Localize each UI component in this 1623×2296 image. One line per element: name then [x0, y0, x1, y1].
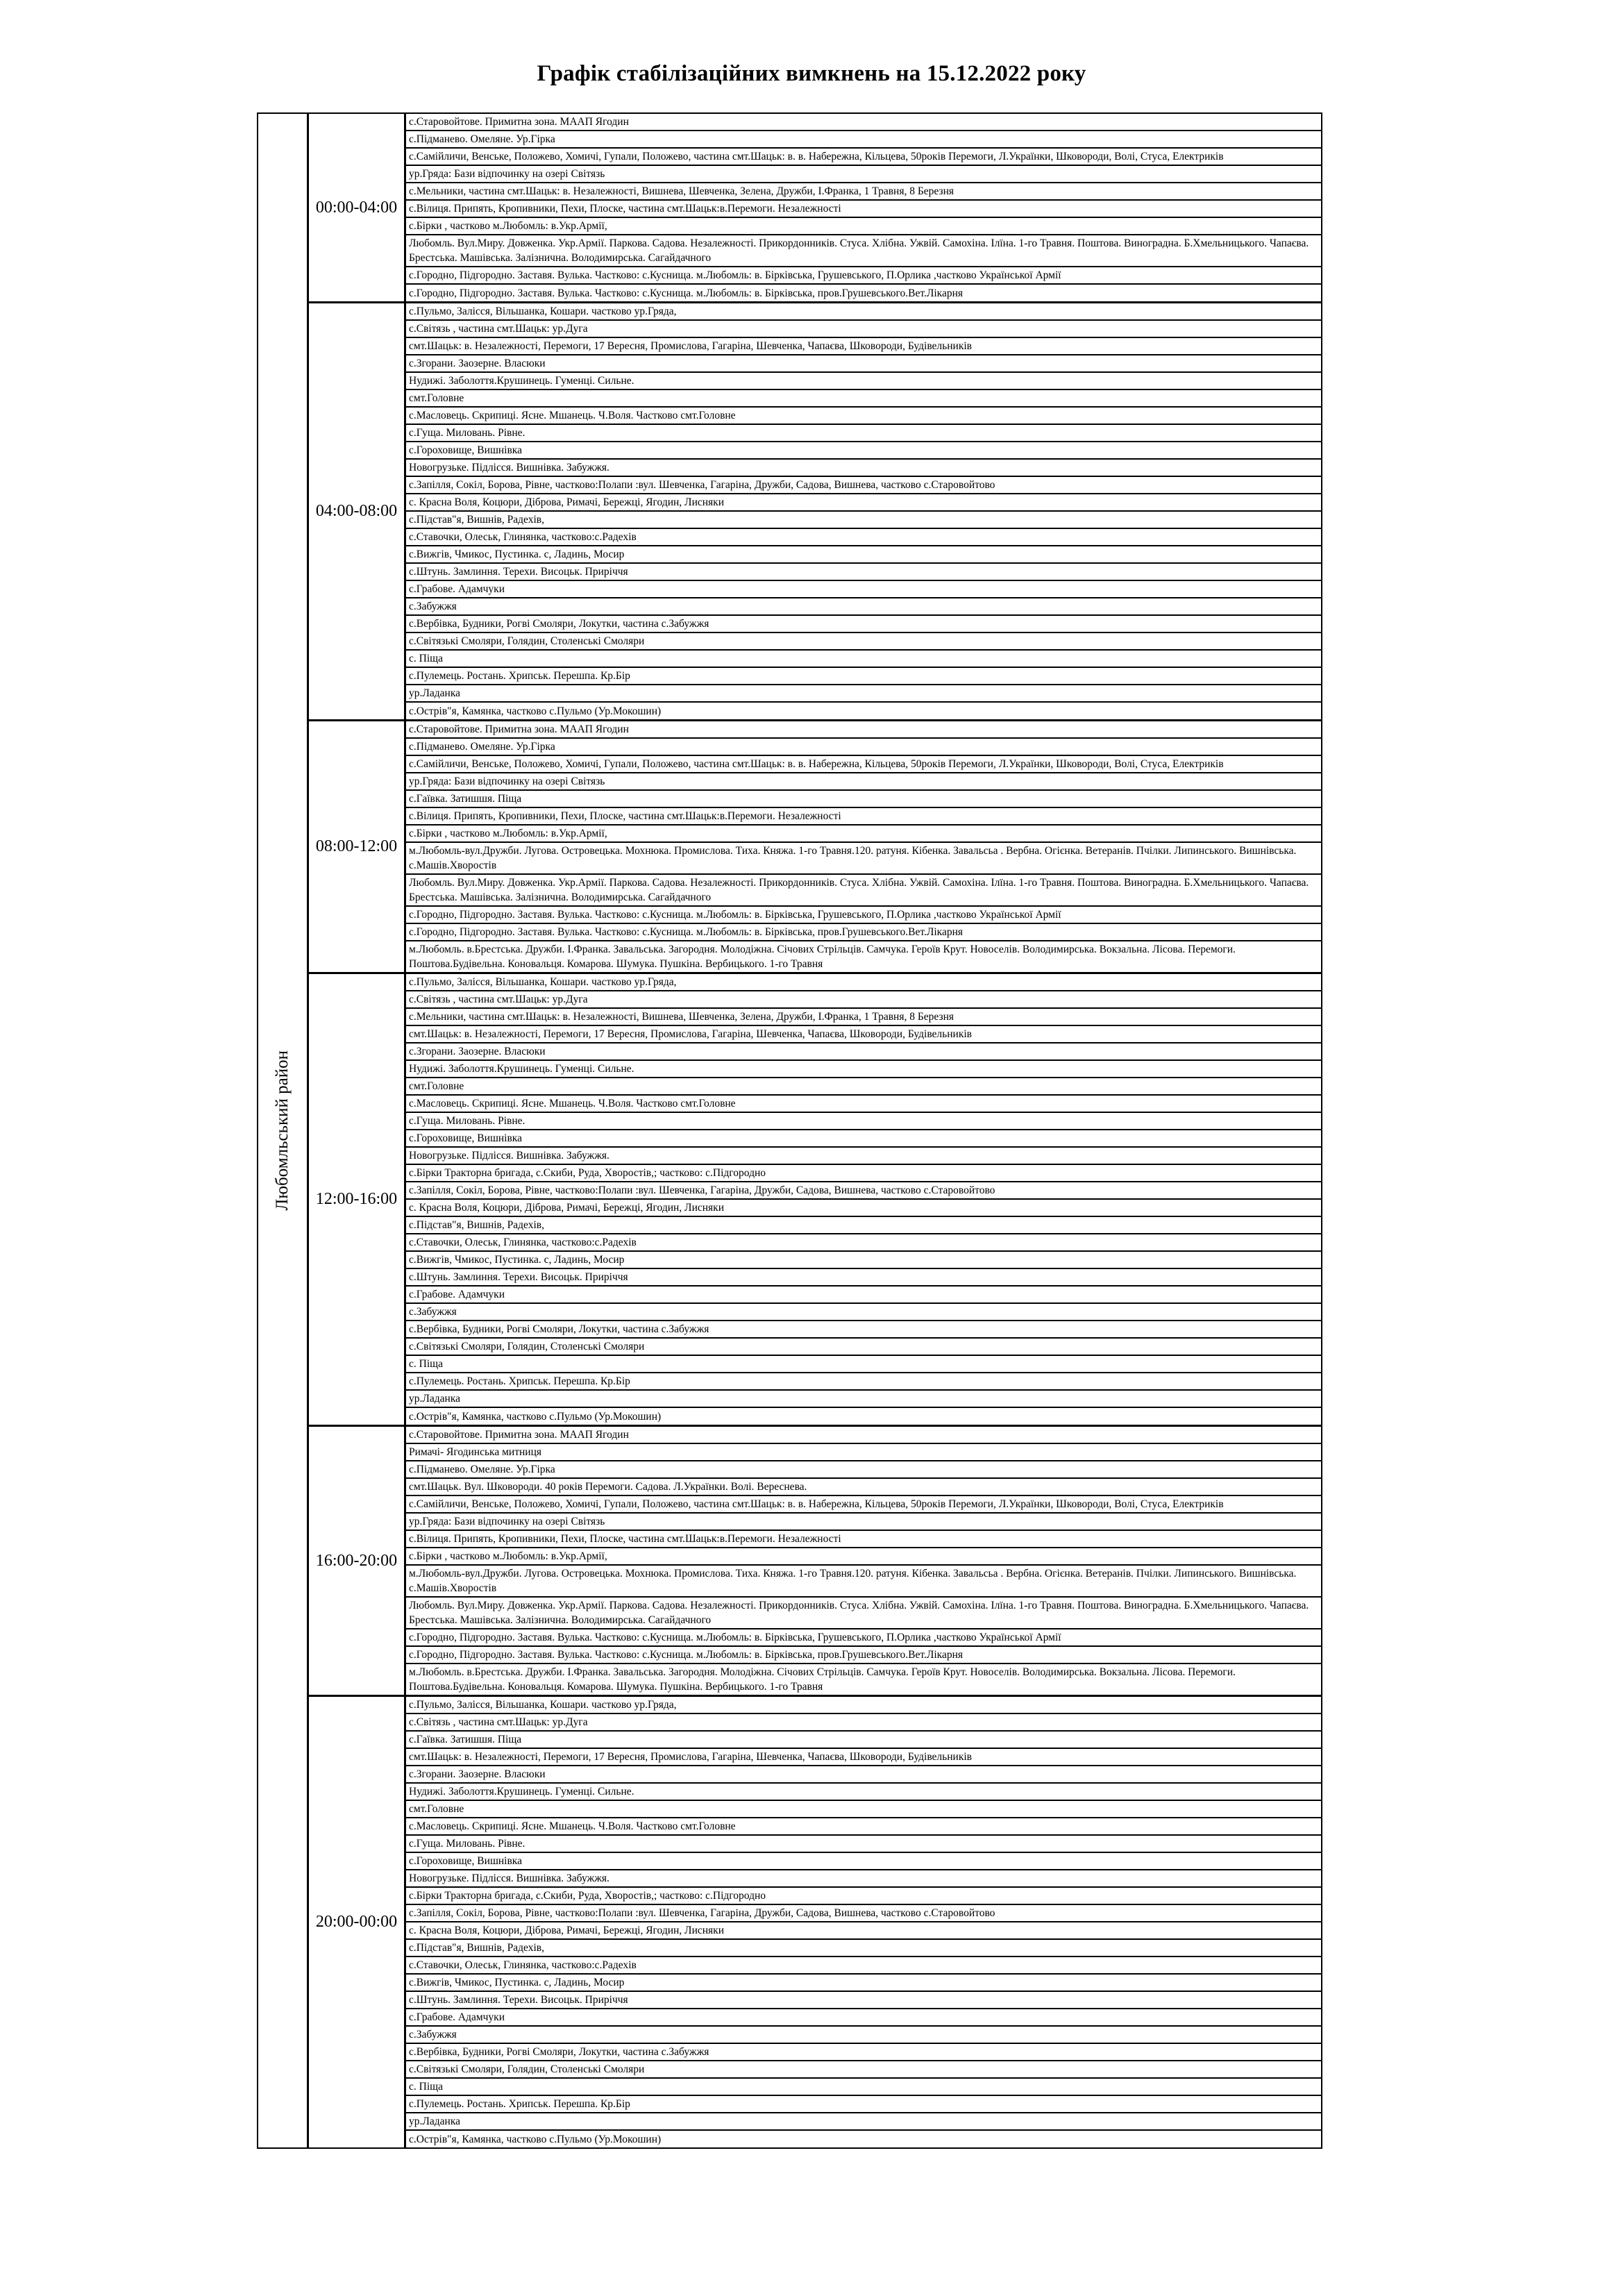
- schedule-row: с.Бірки Тракторна бригада, с.Скиби, Руда, Хворостів,; частково: с.Підгородно: [406, 1165, 1321, 1182]
- schedule-row: Новогрузьке. Підлісся. Вишнівка. Забужжя.: [406, 460, 1321, 477]
- schedule-row: Любомль. Вул.Миру. Довженка. Укр.Армії. Паркова. Садова. Незалежності. Прикордонників. Стуса. Хлібна. Ужвій. Самохіна. Ілїна. 1-го Травня. Поштова. Виноградна. Б.Хмельницького. Чапаєва. Брестська. Машівська. Залізнична. Володимирська. Сагайдачного: [406, 1598, 1321, 1629]
- schedule-row: с.Світязь , частина смт.Шацьк: ур.Дуга: [406, 991, 1321, 1009]
- time-slot-label: 00:00-04:00: [309, 114, 406, 301]
- schedule-row: с.Самійличи, Венське, Положево, Хомичі, Гупали, Положево, частина смт.Шацьк: в. в. Набережна, Кільцева, 50років Перемоги, Л.Українки, Шковороди, Волі, Стуса, Електриків: [406, 756, 1321, 773]
- schedule-row: с.Підстав"я, Вишнів, Радехів,: [406, 1217, 1321, 1234]
- schedule-row: с.Вижгів, Чмикос, Пустинка. с, Ладинь, Мосир: [406, 1975, 1321, 1992]
- schedule-row: с.Бірки , частково м.Любомль: в.Укр.Армії,: [406, 826, 1321, 843]
- schedule-row: Нудижі. Заболоття.Крушинець. Гуменці. Сильне.: [406, 1061, 1321, 1078]
- time-block: [309, 974, 1321, 1427]
- schedule-row: Любомль. Вул.Миру. Довженка. Укр.Армії. Паркова. Садова. Незалежності. Прикордонників. Стуса. Хлібна. Ужвій. Самохіна. Ілїна. 1-го Травня. Поштова. Виноградна. Б.Хмельницького. Чапаєва. Брестська. Машівська. Залізнична. Володимирська. Сагайдачного: [406, 235, 1321, 267]
- schedule-row: с. Красна Воля, Коцюри, Діброва, Римачі, Бережці, Ягодин, Лисняки: [406, 494, 1321, 512]
- schedule-row: с.Вербівка, Будники, Рогві Смоляри, Локутки, частина с.Забужжя: [406, 616, 1321, 633]
- schedule-row: с.Згорани. Заозерне. Власюки: [406, 1044, 1321, 1061]
- schedule-row: с.Ставочки, Олеськ, Глинянка, частково:с.Радехів: [406, 529, 1321, 546]
- schedule-row: с.Городно, Підгородно. Заставя. Вулька. Частково: с.Куснища. м.Любомль: в. Бірківська, пров.Грушевського.Вет.Лікарня: [409, 287, 964, 299]
- rows-group: [406, 1697, 1321, 2147]
- rows-group: [406, 303, 1321, 719]
- schedule-row: с.Гуща. Миловань. Рівне.: [406, 425, 1321, 442]
- schedule-row: с.Грабове. Адамчуки: [406, 581, 1321, 598]
- schedule-row: с.Запілля, Сокіл, Борова, Рівне, частково:Полапи :вул. Шевченка, Гагаріна, Дружби, Садова, Вишнева, частково с.Старовойтово: [406, 477, 1321, 494]
- schedule-row: с.Старовойтове. Примитна зона. МААП Ягодин: [406, 1427, 1321, 1444]
- schedule-row: с. Красна Воля, Коцюри, Діброва, Римачі, Бережці, Ягодин, Лисняки: [406, 1922, 1321, 1940]
- schedule-row: с.Вижгів, Чмикос, Пустинка. с, Ладинь, Мосир: [406, 546, 1321, 564]
- schedule-row: с.Світязькі Смоляри, Голядин, Столенські Смоляри: [406, 1339, 1321, 1356]
- schedule-row: с.Бірки , частково м.Любомль: в.Укр.Армії,: [406, 218, 1321, 235]
- schedule-row: с.Згорани. Заозерне. Власюки: [406, 355, 1321, 373]
- schedule-row: с.Запілля, Сокіл, Борова, Рівне, частково:Полапи :вул. Шевченка, Гагаріна, Дружби, Садова, Вишнева, частково с.Старовойтово: [406, 1905, 1321, 1922]
- schedule-row: с.Городно, Підгородно. Заставя. Вулька. Частково: с.Куснища. м.Любомль: в. Бірківська, Грушевського, П.Орлика ,частково Української Армії: [406, 267, 1321, 285]
- schedule-row: с.Гуща. Миловань. Рівне.: [406, 1836, 1321, 1853]
- schedule-row: Новогрузьке. Підлісся. Вишнівка. Забужжя.: [406, 1148, 1321, 1165]
- schedule-row: с.Підстав"я, Вишнів, Радехів,: [406, 512, 1321, 529]
- schedule-row: Новогрузьке. Підлісся. Вишнівка. Забужжя.: [406, 1870, 1321, 1888]
- schedule-row: с.Мельники, частина смт.Шацьк: в. Незалежності, Вишнева, Шевченка, Зелена, Дружби, І.Франка, 1 Травня, 8 Березня: [406, 1009, 1321, 1026]
- schedule-row: м.Любомль-вул.Дружби. Лугова. Островецька. Мохнюка. Промислова. Тиха. Княжа. 1-го Травня.120. ратуня. Кібенка. Завальсьа . Вербна. Огієнка. Ветеранів. Пчілки. Липинського. Вишнівська. с.Машів.Хворостів: [406, 1566, 1321, 1598]
- schedule-row: с.Пульмо, Залісся, Вільшанка, Кошари. частково ур.Гряда,: [406, 303, 1321, 321]
- schedule-row: с. Піща: [406, 651, 1321, 668]
- schedule-row: с. Піща: [406, 1356, 1321, 1373]
- time-slot-label: 12:00-16:00: [309, 974, 406, 1425]
- schedule-row: с.Пульмо, Залісся, Вільшанка, Кошари. частково ур.Гряда,: [406, 1697, 1321, 1714]
- schedule-row: с.Згорани. Заозерне. Власюки: [406, 1766, 1321, 1784]
- schedule-row: с.Масловець. Скрипиці. Ясне. Мшанець. Ч.Воля. Частково смт.Головне: [406, 408, 1321, 425]
- schedule-row: с.Бірки , частково м.Любомль: в.Укр.Армії,: [406, 1548, 1321, 1566]
- district-label: Любомльський район: [273, 1050, 292, 1211]
- schedule-row: с.Пулемець. Ростань. Хрипськ. Перешпа. Кр.Бір: [406, 2096, 1321, 2113]
- schedule-row: с.Гороховище, Вишнівка: [406, 442, 1321, 460]
- schedule-row: с.Городно, Підгородно. Заставя. Вулька. Частково: с.Куснища. м.Любомль: в. Бірківська, пров.Грушевського.Вет.Лікарня: [406, 924, 1321, 941]
- schedule-row: с.Підманево. Омеляне. Ур.Гірка: [406, 739, 1321, 756]
- schedule-row: с.Острів"я, Камянка, частково с.Пульмо (Ур.Мокошин): [409, 2133, 662, 2145]
- time-slot-label: 04:00-08:00: [309, 303, 406, 719]
- schedule-row: смт.Головне: [406, 1801, 1321, 1818]
- schedule-row: с.Мельники, частина смт.Шацьк: в. Незалежності, Вишнева, Шевченка, Зелена, Дружби, І.Франка, 1 Травня, 8 Березня: [406, 183, 1321, 201]
- schedule-row: с.Забужжя: [406, 598, 1321, 616]
- schedule-row: с.Старовойтове. Примитна зона. МААП Ягодин: [406, 721, 1321, 739]
- schedule-row: с. Красна Воля, Коцюри, Діброва, Римачі, Бережці, Ягодин, Лисняки: [406, 1200, 1321, 1217]
- schedule-row: с.Масловець. Скрипиці. Ясне. Мшанець. Ч.Воля. Частково смт.Головне: [406, 1818, 1321, 1836]
- schedule-row: ур.Гряда: Бази відпочинку на озері Світязь: [406, 773, 1321, 791]
- schedule-row: с.Штунь. Замлиння. Терехи. Висоцьк. Приріччя: [406, 1992, 1321, 2009]
- schedule-row: с.Запілля, Сокіл, Борова, Рівне, частково:Полапи :вул. Шевченка, Гагаріна, Дружби, Садова, Вишнева, частково с.Старовойтово: [406, 1182, 1321, 1200]
- schedule-row: с.Світязь , частина смт.Шацьк: ур.Дуга: [406, 1714, 1321, 1732]
- schedule-row: смт.Шацьк: в. Незалежності, Перемоги, 17 Вересня, Промислова, Гагаріна, Шевченка, Чапаєва, Шковороди, Будівельників: [406, 1749, 1321, 1766]
- schedule-row: смт.Головне: [406, 390, 1321, 408]
- schedule-row: с.Штунь. Замлиння. Терехи. Висоцьк. Приріччя: [406, 564, 1321, 581]
- schedule-row: с.Світязь , частина смт.Шацьк: ур.Дуга: [406, 321, 1321, 338]
- rows-group: [406, 974, 1321, 1425]
- schedule-row: с. Піща: [406, 2079, 1321, 2096]
- schedule-row: м.Любомль-вул.Дружби. Лугова. Островецька. Мохнюка. Промислова. Тиха. Княжа. 1-го Травня.120. ратуня. Кібенка. Завальсьа . Вербна. Огієнка. Ветеранів. Пчілки. Липинського. Вишнівська. с.Машів.Хворостів: [406, 843, 1321, 875]
- time-slot-label: 16:00-20:00: [309, 1427, 406, 1695]
- schedule-row: с.Вілиця. Припять, Кропивники, Пехи, Плоске, частина смт.Шацьк:в.Перемоги. Незалежності: [406, 201, 1321, 218]
- schedule-row: с.Городно, Підгородно. Заставя. Вулька. Частково: с.Куснища. м.Любомль: в. Бірківська, пров.Грушевського.Вет.Лікарня: [406, 1647, 1321, 1664]
- time-slot-label: 20:00-00:00: [309, 1697, 406, 2147]
- schedule-row: ур.Ладанка: [406, 1391, 1321, 1408]
- schedule-row: Нудижі. Заболоття.Крушинець. Гуменці. Сильне.: [406, 373, 1321, 390]
- schedule-row: с.Штунь. Замлиння. Терехи. Висоцьк. Приріччя: [406, 1269, 1321, 1287]
- schedule-row: м.Любомль. в.Брестська. Дружби. І.Франка. Завальська. Загородня. Молодіжна. Січових Стрільців. Самчука. Героїв Крут. Новоселів. Володимирська. Вокзальна. Лісова. Перемоги. Поштова.Будівельна. Коновальця. Комарова. Шумука. Пушкіна. Вербицького. 1-го Травня: [409, 944, 1236, 970]
- time-block: [309, 1697, 1321, 2147]
- schedule-row: с.Бірки Тракторна бригада, с.Скиби, Руда, Хворостів,; частково: с.Підгородно: [406, 1888, 1321, 1905]
- schedule-row: с.Самійличи, Венське, Положево, Хомичі, Гупали, Положево, частина смт.Шацьк: в. в. Набережна, Кільцева, 50років Перемоги, Л.Українки, Шковороди, Волі, Стуса, Електриків: [406, 149, 1321, 166]
- schedule-row: с.Гуща. Миловань. Рівне.: [406, 1113, 1321, 1130]
- schedule-row: с.Світязькі Смоляри, Голядин, Столенські Смоляри: [406, 2061, 1321, 2079]
- schedule-row: с.Пульмо, Залісся, Вільшанка, Кошари. частково ур.Гряда,: [406, 974, 1321, 991]
- schedule-row: Римачі- Ягодинська митниця: [406, 1444, 1321, 1461]
- schedule-row: смт.Шацьк: в. Незалежності, Перемоги, 17 Вересня, Промислова, Гагаріна, Шевченка, Чапаєва, Шковороди, Будівельників: [406, 1026, 1321, 1044]
- schedule-row: с.Городно, Підгородно. Заставя. Вулька. Частково: с.Куснища. м.Любомль: в. Бірківська, Грушевського, П.Орлика ,частково Української Армії: [406, 907, 1321, 924]
- schedule-row: с.Підстав"я, Вишнів, Радехів,: [406, 1940, 1321, 1957]
- schedule-row: с.Світязькі Смоляри, Голядин, Столенські Смоляри: [406, 633, 1321, 651]
- rows-group: [406, 1427, 1321, 1695]
- time-slot-label: 08:00-12:00: [309, 721, 406, 972]
- district-cell: [258, 114, 309, 2147]
- schedule-row: с.Підманево. Омеляне. Ур.Гірка: [406, 131, 1321, 149]
- schedule-row: смт.Головне: [406, 1078, 1321, 1096]
- time-block: [309, 303, 1321, 721]
- schedule-row: с.Гороховище, Вишнівка: [406, 1130, 1321, 1148]
- schedule-row: с.Вербівка, Будники, Рогві Смоляри, Локутки, частина с.Забужжя: [406, 2044, 1321, 2061]
- rows-group: [406, 721, 1321, 972]
- schedule-row: Любомль. Вул.Миру. Довженка. Укр.Армії. Паркова. Садова. Незалежності. Прикордонників. Стуса. Хлібна. Ужвій. Самохіна. Ілїна. 1-го Травня. Поштова. Виноградна. Б.Хмельницького. Чапаєва. Брестська. Машівська. Залізнична. Володимирська. Сагайдачного: [406, 875, 1321, 907]
- document-title: Графік стабілізаційних вимкнень на 15.12.2022 року: [537, 61, 1086, 86]
- schedule-row: с.Вілиця. Припять, Кропивники, Пехи, Плоске, частина смт.Шацьк:в.Перемоги. Незалежності: [406, 1531, 1321, 1548]
- time-block: [309, 114, 1321, 303]
- schedule-row: с.Острів"я, Камянка, частково с.Пульмо (Ур.Мокошин): [409, 705, 662, 717]
- schedule-row: ур.Ладанка: [406, 2113, 1321, 2131]
- schedule-row: с.Самійличи, Венське, Положево, Хомичі, Гупали, Положево, частина смт.Шацьк: в. в. Набережна, Кільцева, 50років Перемоги, Л.Українки, Шковороди, Волі, Стуса, Електриків: [406, 1496, 1321, 1514]
- schedule-row: с.Вижгів, Чмикос, Пустинка. с, Ладинь, Мосир: [406, 1252, 1321, 1269]
- schedule-row: м.Любомль. в.Брестська. Дружби. І.Франка. Завальська. Загородня. Молодіжна. Січових Стрільців. Самчука. Героїв Крут. Новоселів. Володимирська. Вокзальна. Лісова. Перемоги. Поштова.Будівельна. Коновальця. Комарова. Шумука. Пушкіна. Вербицького. 1-го Травня: [409, 1666, 1236, 1693]
- schedule-row: с.Вербівка, Будники, Рогві Смоляри, Локутки, частина с.Забужжя: [406, 1321, 1321, 1339]
- schedule-row: с.Грабове. Адамчуки: [406, 1287, 1321, 1304]
- schedule-row: с.Острів"я, Камянка, частково с.Пульмо (Ур.Мокошин): [409, 1410, 662, 1423]
- schedule-row: с.Городно, Підгородно. Заставя. Вулька. Частково: с.Куснища. м.Любомль: в. Бірківська, Грушевського, П.Орлика ,частково Української Армії: [406, 1629, 1321, 1647]
- schedule-row: с.Ставочки, Олеськ, Глинянка, частково:с.Радехів: [406, 1234, 1321, 1252]
- time-block: [309, 1427, 1321, 1697]
- schedule-row: с.Ставочки, Олеськ, Глинянка, частково:с.Радехів: [406, 1957, 1321, 1975]
- schedule-row: с.Забужжя: [406, 1304, 1321, 1321]
- schedule-row: с.Гороховище, Вишнівка: [406, 1853, 1321, 1870]
- schedule-row: с.Гаївка. Затишшя. Піща: [406, 791, 1321, 808]
- schedule-row: с.Гаївка. Затишшя. Піща: [406, 1732, 1321, 1749]
- schedule-row: смт.Шацьк. Вул. Шковороди. 40 років Перемоги. Садова. Л.Українки. Волі. Вереснева.: [406, 1479, 1321, 1496]
- schedule-row: Нудижі. Заболоття.Крушинець. Гуменці. Сильне.: [406, 1784, 1321, 1801]
- time-block: [309, 721, 1321, 974]
- schedule-row: с.Вілиця. Припять, Кропивники, Пехи, Плоске, частина смт.Шацьк:в.Перемоги. Незалежності: [406, 808, 1321, 826]
- schedule-row: ур.Гряда: Бази відпочинку на озері Світязь: [406, 1514, 1321, 1531]
- schedule-table: [257, 112, 1322, 2149]
- time-blocks: [309, 114, 1321, 2147]
- rows-group: [406, 114, 1321, 301]
- schedule-row: с.Грабове. Адамчуки: [406, 2009, 1321, 2027]
- schedule-row: ур.Гряда: Бази відпочинку на озері Світязь: [406, 166, 1321, 183]
- schedule-row: с.Підманево. Омеляне. Ур.Гірка: [406, 1461, 1321, 1479]
- schedule-row: с.Старовойтове. Примитна зона. МААП Ягодин: [406, 114, 1321, 131]
- schedule-row: с.Пулемець. Ростань. Хрипськ. Перешпа. Кр.Бір: [406, 668, 1321, 685]
- schedule-row: с.Пулемець. Ростань. Хрипськ. Перешпа. Кр.Бір: [406, 1373, 1321, 1391]
- schedule-row: с.Масловець. Скрипиці. Ясне. Мшанець. Ч.Воля. Частково смт.Головне: [406, 1096, 1321, 1113]
- schedule-row: смт.Шацьк: в. Незалежності, Перемоги, 17 Вересня, Промислова, Гагаріна, Шевченка, Чапаєва, Шковороди, Будівельників: [406, 338, 1321, 355]
- schedule-row: ур.Ладанка: [406, 685, 1321, 703]
- schedule-row: с.Забужжя: [406, 2027, 1321, 2044]
